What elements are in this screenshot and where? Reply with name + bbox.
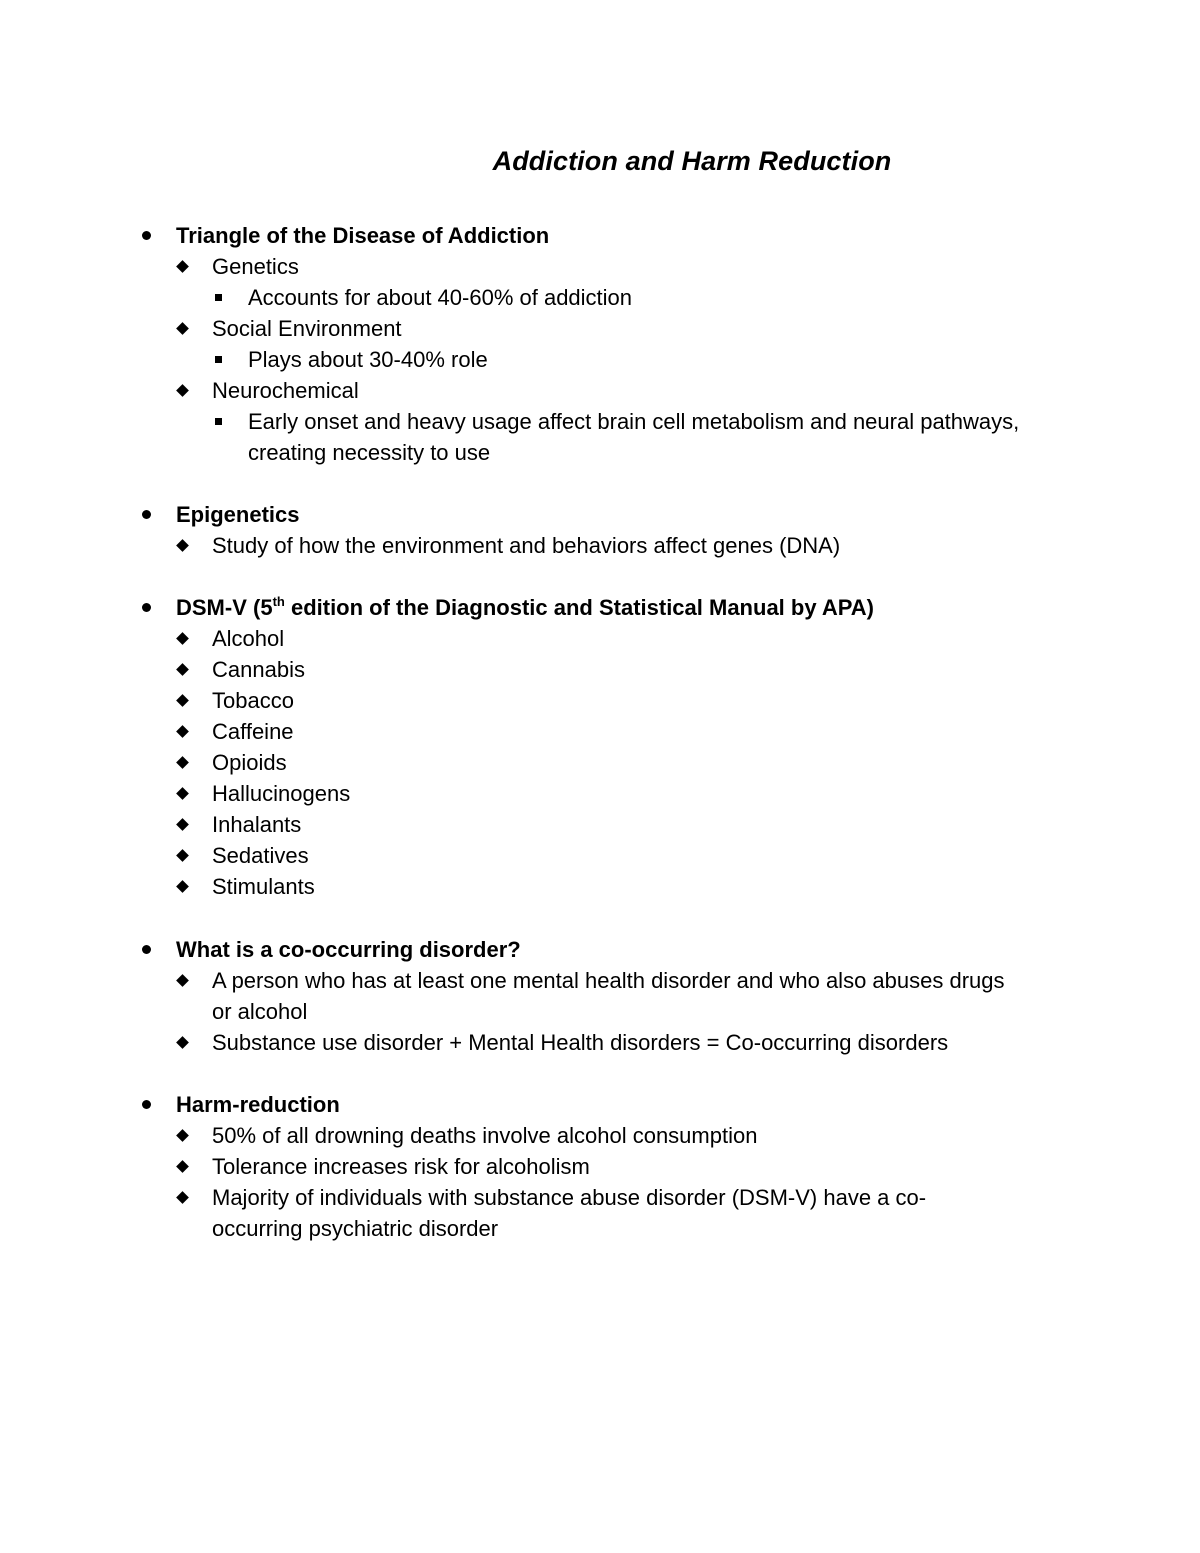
bullet-diamond-icon bbox=[176, 384, 189, 397]
list-item: Stimulants bbox=[212, 874, 315, 899]
list-item: Genetics bbox=[212, 254, 299, 279]
list-item: Hallucinogens bbox=[212, 781, 351, 806]
list-item: Sedatives bbox=[212, 843, 309, 868]
bullet-diamond-icon bbox=[176, 1191, 189, 1204]
bullet-dot-icon bbox=[142, 510, 151, 519]
bullet-diamond-icon bbox=[176, 1160, 189, 1173]
list-item: Social Environment bbox=[212, 316, 402, 341]
document-title: Addiction and Harm Reduction bbox=[492, 146, 892, 176]
section-heading: Epigenetics bbox=[176, 502, 300, 527]
bullet-diamond-icon bbox=[176, 818, 189, 831]
list-item: Substance use disorder + Mental Health disorders = Co-occurring disorders bbox=[212, 1030, 949, 1055]
sub-list-item: Plays about 30-40% role bbox=[248, 347, 488, 372]
bullet-square-icon bbox=[215, 356, 222, 363]
bullet-square-icon bbox=[215, 294, 222, 301]
bullet-diamond-icon bbox=[176, 322, 189, 335]
heading-part: DSM-V (5 bbox=[176, 595, 273, 620]
bullet-diamond-icon bbox=[176, 663, 189, 676]
list-item: Neurochemical bbox=[212, 378, 359, 403]
bullet-dot-icon bbox=[142, 1100, 151, 1109]
bullet-diamond-icon bbox=[176, 632, 189, 645]
list-item: Alcohol bbox=[212, 626, 285, 651]
bullet-diamond-icon bbox=[176, 974, 189, 987]
bullet-diamond-icon bbox=[176, 849, 189, 862]
sub-list-item-continuation: creating necessity to use bbox=[248, 440, 491, 465]
bullet-dot-icon bbox=[142, 231, 151, 240]
heading-part: edition of the Diagnostic and Statistical Manual by APA) bbox=[284, 595, 875, 620]
bullet-diamond-icon bbox=[176, 725, 189, 738]
section-heading: Triangle of the Disease of Addiction bbox=[176, 223, 550, 248]
list-item: Cannabis bbox=[212, 657, 305, 682]
list-item: Inhalants bbox=[212, 812, 302, 837]
bullet-square-icon bbox=[215, 418, 222, 425]
bullet-diamond-icon bbox=[176, 694, 189, 707]
list-item: Caffeine bbox=[212, 719, 294, 744]
section-heading: Harm-reduction bbox=[176, 1092, 340, 1117]
bullet-diamond-icon bbox=[176, 260, 189, 273]
superscript: th bbox=[272, 594, 285, 609]
bullet-diamond-icon bbox=[176, 756, 189, 769]
list-item: Majority of individuals with substance abuse disorder (DSM-V) have a co- bbox=[212, 1185, 927, 1210]
list-item: Tobacco bbox=[212, 688, 294, 713]
bullet-diamond-icon bbox=[176, 787, 189, 800]
list-item-continuation: occurring psychiatric disorder bbox=[212, 1216, 499, 1241]
bullet-diamond-icon bbox=[176, 1036, 189, 1049]
list-item: A person who has at least one mental health disorder and who also abuses drugs bbox=[212, 968, 1005, 993]
list-item: 50% of all drowning deaths involve alcohol consumption bbox=[212, 1123, 758, 1148]
bullet-dot-icon bbox=[142, 603, 151, 612]
sub-list-item: Early onset and heavy usage affect brain cell metabolism and neural pathways, bbox=[248, 409, 1020, 434]
list-item: Study of how the environment and behaviors affect genes (DNA) bbox=[212, 533, 841, 558]
bullet-diamond-icon bbox=[176, 539, 189, 552]
list-item-continuation: or alcohol bbox=[212, 999, 308, 1024]
section-heading bbox=[176, 592, 874, 623]
sub-list-item: Accounts for about 40-60% of addiction bbox=[248, 285, 633, 310]
bullet-diamond-icon bbox=[176, 1129, 189, 1142]
bullet-diamond-icon bbox=[176, 880, 189, 893]
list-item: Tolerance increases risk for alcoholism bbox=[212, 1154, 590, 1179]
bullet-dot-icon bbox=[142, 945, 151, 954]
section-heading: What is a co-occurring disorder? bbox=[176, 937, 521, 962]
list-item: Opioids bbox=[212, 750, 287, 775]
